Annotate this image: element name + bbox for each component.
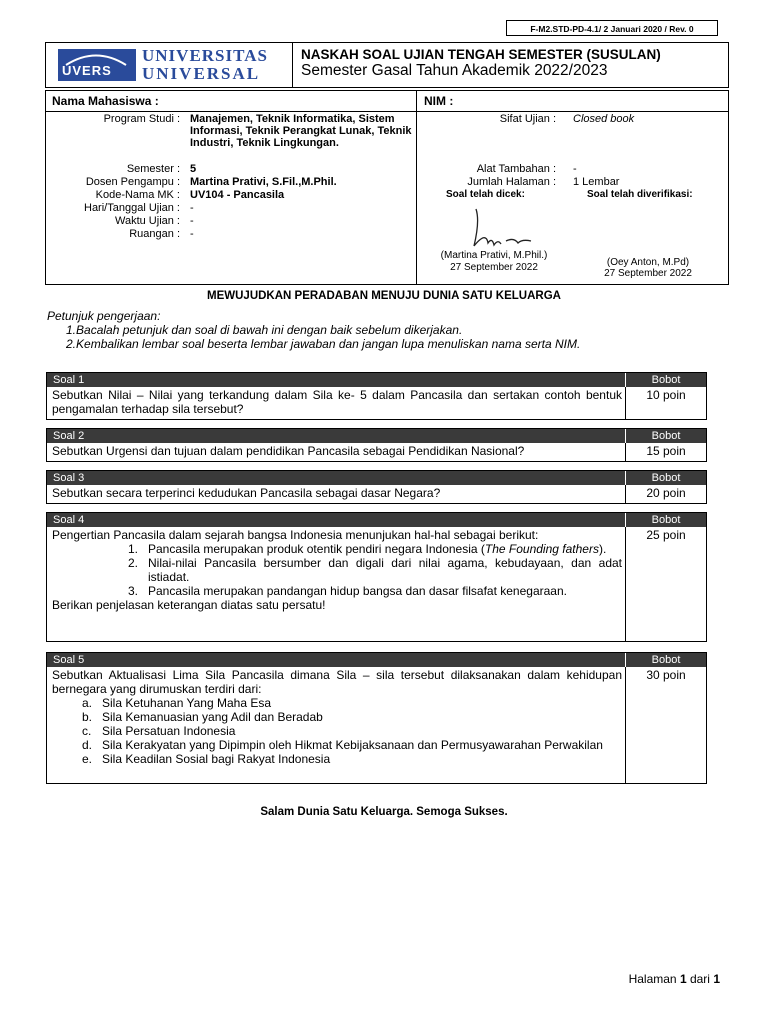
- question-text: Sebutkan Nilai – Nilai yang terkandung dalam Sila ke- 5 dalam Pancasila dan sertakan contoh bentuk pengamalan terhadap sila tersebut?: [52, 388, 622, 416]
- question-text: Pengertian Pancasila dalam sejarah bangsa Indonesia menunjukan hal-hal sebagai berikut: 1. Pancasila merupakan produk otentik pendiri negara Indonesia (The Founding fathers). 2. Nilai-nilai Pancasila bersumber dan digali dari nilai agama, kebudayaan, dan adat istiadat. 3. Pancasila merupakan pandangan hidup bangsa dan dasar filsafat kenegaraan. Berikan penjelasan keterangan diatas satu persatu!: [52, 528, 622, 612]
- room-label: Ruangan :: [129, 228, 180, 240]
- checked-label: Soal telah dicek:: [446, 189, 525, 200]
- question-text: Sebutkan Urgensi dan tujuan dalam pendidikan Pancasila sebagai Pendidikan Nasional?: [52, 444, 525, 458]
- question-points: 10 poin: [646, 388, 686, 402]
- question-points: 20 poin: [646, 486, 686, 500]
- header-title-cell: [293, 43, 728, 87]
- program-label: Program Studi :: [103, 113, 180, 125]
- question-header: [47, 653, 706, 667]
- lecturer-label: Dosen Pengampu :: [85, 176, 180, 188]
- question-text: Sebutkan secara terperinci kedudukan Pancasila sebagai dasar Negara?: [52, 486, 441, 500]
- lecturer-value: Martina Prativi, S.Fil.,M.Phil.: [190, 176, 337, 188]
- program-value: Manajemen, Teknik Informatika, Sistem Informasi, Teknik Perangkat Lunak, Teknik Industri, Teknik Lingkungan.: [190, 113, 412, 149]
- page-count-value: 1 Lembar: [573, 176, 620, 188]
- logo-mark: [58, 49, 136, 81]
- room-value: -: [190, 228, 194, 240]
- question-label: Soal 5: [53, 654, 85, 666]
- verifier-date: 27 September 2022: [604, 268, 692, 279]
- checker-date: 27 September 2022: [450, 262, 538, 273]
- instruction-item: 1.Bacalah petunjuk dan soal di bawah ini dengan baik sebelum dikerjakan.: [66, 323, 463, 337]
- question-label: Soal 2: [53, 430, 85, 442]
- page-number: Halaman 1 dari 1: [628, 972, 720, 986]
- question-body: [47, 527, 706, 641]
- exam-info-table: [45, 90, 729, 285]
- section-title: MEWUJUDKAN PERADABAN MENUJU DUNIA SATU KELUARGA: [207, 290, 561, 302]
- semester-value: 5: [190, 163, 197, 175]
- question-label: Soal 3: [53, 472, 85, 484]
- list-item: a. Sila Ketuhanan Yang Maha Esa: [82, 696, 272, 710]
- question-2: [46, 428, 707, 462]
- closing-greeting: Salam Dunia Satu Keluarga. Semoga Sukses.: [260, 806, 508, 818]
- verified-label: Soal telah diverifikasi:: [587, 189, 693, 200]
- question-closing: Berikan penjelasan keterangan diatas satu persatu!: [52, 598, 326, 612]
- question-list: [52, 696, 622, 766]
- question-label: Soal 1: [53, 374, 85, 386]
- list-item: 3. Pancasila merupakan pandangan hidup bangsa dan dasar filsafat kenegaraan.: [128, 584, 567, 598]
- exam-title: NASKAH SOAL UJIAN TENGAH SEMESTER (SUSULAN): [301, 47, 661, 62]
- extra-tools-label: Alat Tambahan :: [476, 163, 556, 175]
- exam-type-value: Closed book: [573, 113, 635, 125]
- weight-label: Bobot: [625, 373, 706, 387]
- university-logo: [46, 43, 293, 87]
- exam-subtitle: Semester Gasal Tahun Akademik 2022/2023: [301, 62, 608, 79]
- weight-label: Bobot: [625, 471, 706, 485]
- list-item: d. Sila Kerakyatan yang Dipimpin oleh Hikmat Kebijaksanaan dan Permusyawarahan Perwakilan: [82, 738, 603, 752]
- question-body: [47, 667, 706, 783]
- question-3: [46, 470, 707, 504]
- course-code-value: UV104 - Pancasila: [190, 189, 285, 201]
- question-header: [47, 373, 706, 387]
- nim-label: NIM :: [424, 94, 454, 108]
- question-body: [47, 387, 706, 419]
- question-text: Sebutkan Aktualisasi Lima Sila Pancasila dimana Sila – sila tersebut dilaksanakan dalam kehidupan bernegara yang dirumuskan terdiri dari: a. Sila Ketuhanan Yang Maha Esa b. Sila Kemanuasian yang Adil dan Beradab c. Sila Persatuan Indonesia d. Sila Kerakyatan yang Dipimpin oleh Hikmat Kebijaksanaan dan Permusyawarahan Perwakilan e. Sila Keadilan Sosial bagi Rakyat Indonesia: [52, 668, 622, 766]
- question-5: [46, 652, 707, 784]
- exam-date-value: -: [190, 202, 194, 214]
- list-item: e. Sila Keadilan Sosial bagi Rakyat Indonesia: [82, 752, 331, 766]
- question-points: 30 poin: [646, 668, 686, 682]
- exam-type-label: Sifat Ujian :: [499, 113, 556, 125]
- list-item: 2. Nilai-nilai Pancasila bersumber dan digali dari nilai agama, kebudayaan, dan adat istiadat.: [128, 556, 622, 584]
- student-row: [46, 91, 728, 112]
- exam-header: [45, 42, 729, 88]
- form-code: F-M2.STD-PD-4.1/ 2 Januari 2020 / Rev. 0: [506, 20, 718, 36]
- question-points: 25 poin: [646, 528, 686, 542]
- question-header: [47, 471, 706, 485]
- list-item: 1. Pancasila merupakan produk otentik pendiri negara Indonesia (The Founding fathers).: [128, 542, 607, 556]
- signature-icon: [456, 201, 546, 251]
- exam-time-value: -: [190, 215, 194, 227]
- page-count-label: Jumlah Halaman :: [467, 176, 556, 188]
- logo-line-1: UNIVERSITAS: [142, 46, 268, 65]
- list-item: c. Sila Persatuan Indonesia: [82, 724, 236, 738]
- instructions-heading: Petunjuk pengerjaan:: [47, 309, 161, 323]
- weight-label: Bobot: [625, 429, 706, 443]
- instruction-item: 2.Kembalikan lembar soal beserta lembar jawaban dan jangan lupa menuliskan nama serta NIM.: [66, 337, 581, 351]
- question-header: [47, 429, 706, 443]
- question-1: [46, 372, 707, 420]
- student-name-label: Nama Mahasiswa :: [52, 94, 159, 108]
- weight-label: Bobot: [625, 513, 706, 527]
- question-points: 15 poin: [646, 444, 686, 458]
- logo-line-2: UNIVERSAL: [142, 64, 261, 83]
- verifier-name: (Oey Anton, M.Pd): [606, 257, 690, 268]
- question-body: [47, 443, 706, 461]
- course-code-label: Kode-Nama MK :: [95, 189, 180, 201]
- info-divider: [416, 91, 417, 284]
- semester-label: Semester :: [126, 163, 180, 175]
- logo-mark-text: UVERS: [62, 63, 112, 78]
- exam-time-label: Waktu Ujian :: [114, 215, 180, 227]
- question-body: [47, 485, 706, 503]
- checker-name: (Martina Prativi, M.Phil.): [440, 250, 548, 261]
- exam-date-label: Hari/Tanggal Ujian :: [84, 202, 180, 214]
- question-list: [52, 542, 622, 598]
- list-item: b. Sila Kemanuasian yang Adil dan Beradab: [82, 710, 323, 724]
- question-4: [46, 512, 707, 642]
- question-header: [47, 513, 706, 527]
- weight-label: Bobot: [625, 653, 706, 667]
- question-label: Soal 4: [53, 514, 85, 526]
- extra-tools-value: -: [573, 163, 577, 175]
